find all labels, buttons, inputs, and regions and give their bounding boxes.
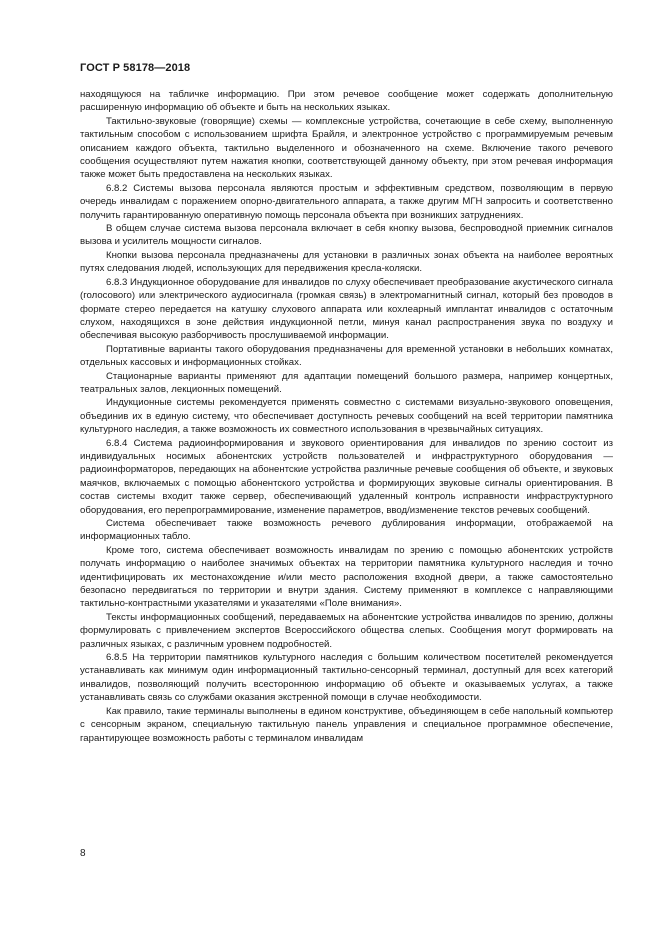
paragraph: 6.8.3 Индукционное оборудование для инвалидов по слуху обеспечивает преобразование акустического сигнала (голосового) или электрического аудиосигнала (громкая связь) в электромагнитный сигнал, который без проводов в формате стерео передается на катушку слухового аппарата или кохлеарный имплантат инвалидов с остаточным слухом, находящихся в зоне действия индукционной петли, минуя канал распространения звука по воздуху и обеспечивая высокую разборчивость прослушиваемой информации. bbox=[80, 276, 613, 342]
paragraph: В общем случае система вызова персонала включает в себя кнопку вызова, беспроводной приемник сигналов вызова и усилитель мощности сигналов. bbox=[80, 223, 613, 248]
paragraph: 6.8.2 Системы вызова персонала являются простым и эффективным средством, позволяющим в первую очередь инвалидам с поражением опорно-двигательного аппарата, а также другим МГН запросить и соответственно получить гарантированную оперативную помощь персонала объекта при возникших затруднениях. bbox=[80, 182, 613, 221]
paragraph: Портативные варианты такого оборудования предназначены для временной установки в небольших комнатах, отдельных кассовых и информационных стойках. bbox=[80, 343, 613, 369]
paragraph: находящуюся на табличке информацию. При этом речевое сообщение может содержать дополнительную расширенную информацию об объекте и быть на нескольких языках. bbox=[80, 89, 613, 114]
page-number: 8 bbox=[80, 848, 86, 859]
document-body bbox=[80, 88, 613, 745]
paragraph: Как правило, такие терминалы выполнены в едином конструктиве, объединяющем в себе напольный компьютер с сенсорным экраном, специальную тактильную панель управления и специальное программное обеспечение, гарантирующее возможность работы с терминалом инвалидам bbox=[80, 705, 613, 744]
paragraph: 6.8.5 На территории памятников культурного наследия с большим количеством посетителей рекомендуется устанавливать как минимум один информационный тактильно-сенсорный терминал, доступный для всех категорий инвалидов, позволяющий получить всестороннюю информацию об объекте и оказываемых услугах, а также устанавливать связь со службами оказания экстренной помощи в случае необходимости. bbox=[80, 652, 613, 704]
paragraph: Тексты информационных сообщений, передаваемых на абонентские устройства инвалидов по зрению, должны формулировать с привлечением экспертов Всероссийского общества слепых. Сообщения могут формировать на различных языках, с различным уровнем подробностей. bbox=[80, 611, 613, 650]
paragraph: Индукционные системы рекомендуется применять совместно с системами визуально-звукового оповещения, объединив их в единую систему, что обеспечивает доступность речевых сообщений на всей территории памятника культурного наследия, а также возможность их совместного использования в чрезвычайных ситуациях. bbox=[80, 397, 613, 436]
paragraph: Тактильно-звуковые (говорящие) схемы — комплексные устройства, сочетающие в себе схему, выполненную тактильным способом с использованием шрифта Брайля, и электронное устройство с программируемым речевым описанием каждого объекта, тактильно выделенного и обозначенного на схеме. Включение такого речевого сообщения осуществляют путем нажатия кнопки, соответствующей данному объекту, при этом речевая информация также может быть предоставлена на нескольких языках. bbox=[80, 115, 613, 181]
paragraph: Система обеспечивает также возможность речевого дублирования информации, отображаемой на информационных табло. bbox=[80, 518, 613, 543]
document-header: ГОСТ Р 58178—2018 bbox=[80, 62, 191, 74]
paragraph: Кроме того, система обеспечивает возможность инвалидам по зрению с помощью абонентских устройств получать информацию о наиболее значимых объектах на территории памятника культурного наследия и точно идентифицировать их местонахождение и/или место расположения входной двери, а также самостоятельно безопасно передвигаться по территории и внутри здания. Системy применяют в комплексе с направляющими тактильно-контрастными указателями и указателями «Поле внимания». bbox=[80, 544, 613, 610]
paragraph: 6.8.4 Система радиоинформирования и звукового ориентирования для инвалидов по зрению состоит из индивидуальных носимых абонентских устройств пользователей и инфраструктурного оборудования — радиоинформаторов, передающих на абонентские устройства различные речевые сообщения об объекте, и звуковых маячков, включаемых с помощью абонентского устройства и формирующих звуковые сигналы ориентирования. В состав системы входит также сервер, обеспечивающий удаленный контроль исправности инфраструктурного оборудования, его перепрограммирование, изменение параметров, ввод/изменение текстов речевых сообщений. bbox=[80, 437, 613, 516]
paragraph: Кнопки вызова персонала предназначены для установки в различных зонах объекта на наиболее вероятных путях следования людей, использующих для передвижения кресла-коляски. bbox=[80, 249, 613, 275]
paragraph: Стационарные варианты применяют для адаптации помещений большого размера, например концертных, театральных залов, лекционных помещений. bbox=[80, 370, 613, 395]
